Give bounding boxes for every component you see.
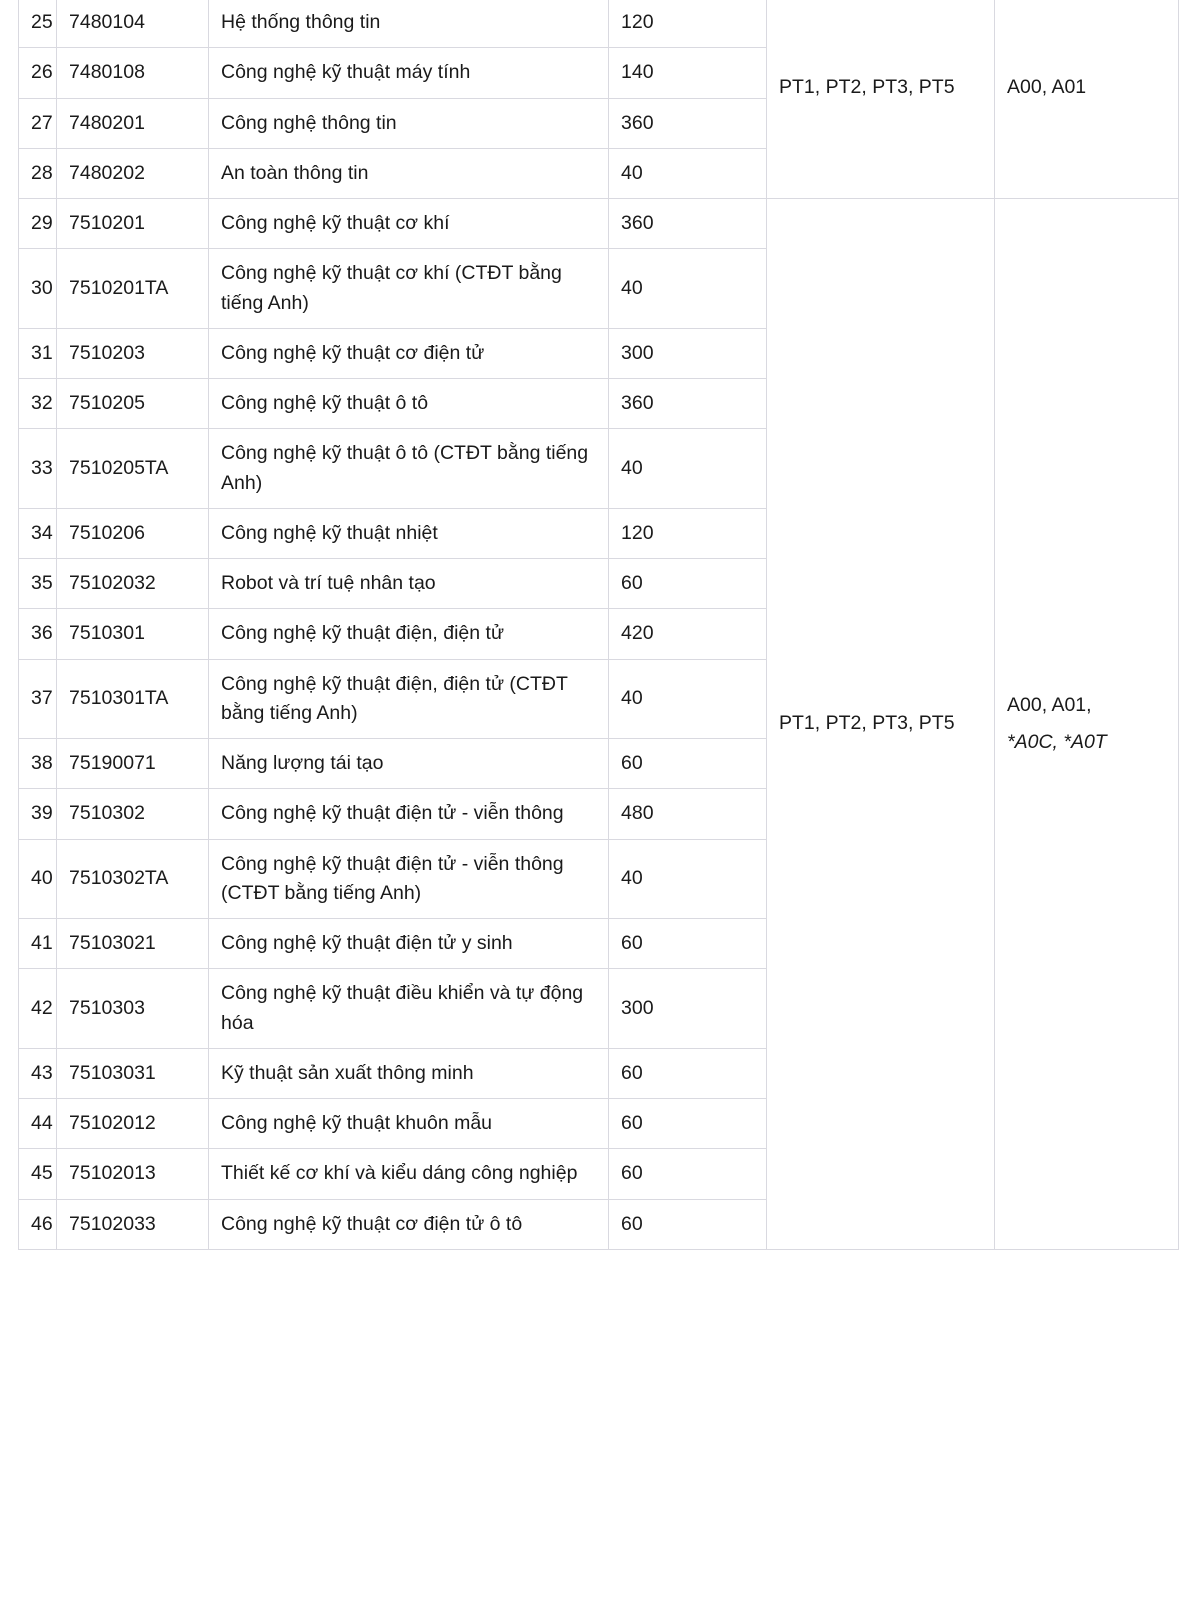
group-main: A00, A01, bbox=[1007, 693, 1092, 716]
row-name: Năng lượng tái tạo bbox=[209, 739, 609, 789]
row-no: 39 bbox=[19, 789, 57, 839]
row-no: 35 bbox=[19, 559, 57, 609]
row-quota: 300 bbox=[609, 328, 767, 378]
row-name: Công nghệ kỹ thuật cơ khí bbox=[209, 199, 609, 249]
row-code: 7510303 bbox=[57, 969, 209, 1049]
row-name: Công nghệ thông tin bbox=[209, 98, 609, 148]
row-quota: 60 bbox=[609, 919, 767, 969]
row-quota: 60 bbox=[609, 1048, 767, 1098]
row-no: 45 bbox=[19, 1149, 57, 1199]
row-no: 29 bbox=[19, 199, 57, 249]
row-quota: 40 bbox=[609, 659, 767, 739]
row-group-merged bbox=[995, 199, 1179, 1250]
row-name: Kỹ thuật sản xuất thông minh bbox=[209, 1048, 609, 1098]
row-name: Công nghệ kỹ thuật ô tô bbox=[209, 379, 609, 429]
row-name: Công nghệ kỹ thuật ô tô (CTĐT bằng tiếng Anh) bbox=[209, 429, 609, 509]
admissions-table bbox=[18, 0, 1179, 1250]
row-quota: 360 bbox=[609, 379, 767, 429]
row-name: Công nghệ kỹ thuật điện, điện tử (CTĐT bằng tiếng Anh) bbox=[209, 659, 609, 739]
row-name: An toàn thông tin bbox=[209, 148, 609, 198]
row-group-clipped: A00, A01 bbox=[995, 0, 1179, 199]
row-quota: 300 bbox=[609, 969, 767, 1049]
row-code: 7510201 bbox=[57, 199, 209, 249]
row-code: 7510301 bbox=[57, 609, 209, 659]
row-name: Công nghệ kỹ thuật điện, điện tử bbox=[209, 609, 609, 659]
row-quota: 40 bbox=[609, 249, 767, 329]
row-no: 40 bbox=[19, 839, 57, 919]
row-code: 7510302 bbox=[57, 789, 209, 839]
row-no: 42 bbox=[19, 969, 57, 1049]
row-code: 7510205 bbox=[57, 379, 209, 429]
group-italic: *A0C, *A0T bbox=[1007, 730, 1107, 753]
row-no: 26 bbox=[19, 48, 57, 98]
row-code: 7510203 bbox=[57, 328, 209, 378]
table-body bbox=[19, 0, 1179, 1249]
row-name: Thiết kế cơ khí và kiểu dáng công nghiệp bbox=[209, 1149, 609, 1199]
row-code: 75102033 bbox=[57, 1199, 209, 1249]
row-no: 27 bbox=[19, 98, 57, 148]
row-code: 7510206 bbox=[57, 508, 209, 558]
row-quota: 360 bbox=[609, 199, 767, 249]
row-quota: 480 bbox=[609, 789, 767, 839]
row-name: Công nghệ kỹ thuật điện tử - viễn thông (CTĐT bằng tiếng Anh) bbox=[209, 839, 609, 919]
row-quota: 120 bbox=[609, 0, 767, 48]
row-no: 38 bbox=[19, 739, 57, 789]
row-no: 30 bbox=[19, 249, 57, 329]
row-no: 41 bbox=[19, 919, 57, 969]
row-code: 75103021 bbox=[57, 919, 209, 969]
row-code: 7510201TA bbox=[57, 249, 209, 329]
row-name: Công nghệ kỹ thuật cơ điện tử bbox=[209, 328, 609, 378]
row-name: Công nghệ kỹ thuật điều khiển và tự động hóa bbox=[209, 969, 609, 1049]
row-code: 75190071 bbox=[57, 739, 209, 789]
row-code: 7510205TA bbox=[57, 429, 209, 509]
row-name: Công nghệ kỹ thuật điện tử - viễn thông bbox=[209, 789, 609, 839]
row-no: 32 bbox=[19, 379, 57, 429]
row-name: Công nghệ kỹ thuật cơ khí (CTĐT bằng tiếng Anh) bbox=[209, 249, 609, 329]
table-row bbox=[19, 199, 1179, 249]
row-code: 7510302TA bbox=[57, 839, 209, 919]
row-no: 43 bbox=[19, 1048, 57, 1098]
row-code: 75102013 bbox=[57, 1149, 209, 1199]
row-name: Hệ thống thông tin bbox=[209, 0, 609, 48]
row-code: 7480201 bbox=[57, 98, 209, 148]
row-code: 75102012 bbox=[57, 1099, 209, 1149]
row-no: 28 bbox=[19, 148, 57, 198]
row-quota: 40 bbox=[609, 429, 767, 509]
row-name: Công nghệ kỹ thuật điện tử y sinh bbox=[209, 919, 609, 969]
row-code: 7510301TA bbox=[57, 659, 209, 739]
row-quota: 60 bbox=[609, 559, 767, 609]
row-quota: 120 bbox=[609, 508, 767, 558]
row-quota: 60 bbox=[609, 1199, 767, 1249]
row-no: 36 bbox=[19, 609, 57, 659]
row-code: 7480202 bbox=[57, 148, 209, 198]
row-quota: 60 bbox=[609, 739, 767, 789]
row-method-clipped: PT1, PT2, PT3, PT5 bbox=[767, 0, 995, 199]
row-method-merged: PT1, PT2, PT3, PT5 bbox=[767, 199, 995, 1250]
row-code: 7480104 bbox=[57, 0, 209, 48]
row-quota: 60 bbox=[609, 1149, 767, 1199]
row-no: 33 bbox=[19, 429, 57, 509]
row-quota: 40 bbox=[609, 839, 767, 919]
row-no: 44 bbox=[19, 1099, 57, 1149]
row-quota: 420 bbox=[609, 609, 767, 659]
row-code: 7480108 bbox=[57, 48, 209, 98]
row-name: Công nghệ kỹ thuật cơ điện tử ô tô bbox=[209, 1199, 609, 1249]
row-code: 75103031 bbox=[57, 1048, 209, 1098]
row-no: 25 bbox=[19, 0, 57, 48]
table-container bbox=[18, 0, 1178, 1250]
row-name: Công nghệ kỹ thuật nhiệt bbox=[209, 508, 609, 558]
row-no: 46 bbox=[19, 1199, 57, 1249]
row-quota: 360 bbox=[609, 98, 767, 148]
row-quota: 140 bbox=[609, 48, 767, 98]
row-code: 75102032 bbox=[57, 559, 209, 609]
row-quota: 40 bbox=[609, 148, 767, 198]
row-name: Công nghệ kỹ thuật khuôn mẫu bbox=[209, 1099, 609, 1149]
row-name: Robot và trí tuệ nhân tạo bbox=[209, 559, 609, 609]
row-no: 34 bbox=[19, 508, 57, 558]
row-no: 31 bbox=[19, 328, 57, 378]
row-quota: 60 bbox=[609, 1099, 767, 1149]
row-no: 37 bbox=[19, 659, 57, 739]
row-name: Công nghệ kỹ thuật máy tính bbox=[209, 48, 609, 98]
